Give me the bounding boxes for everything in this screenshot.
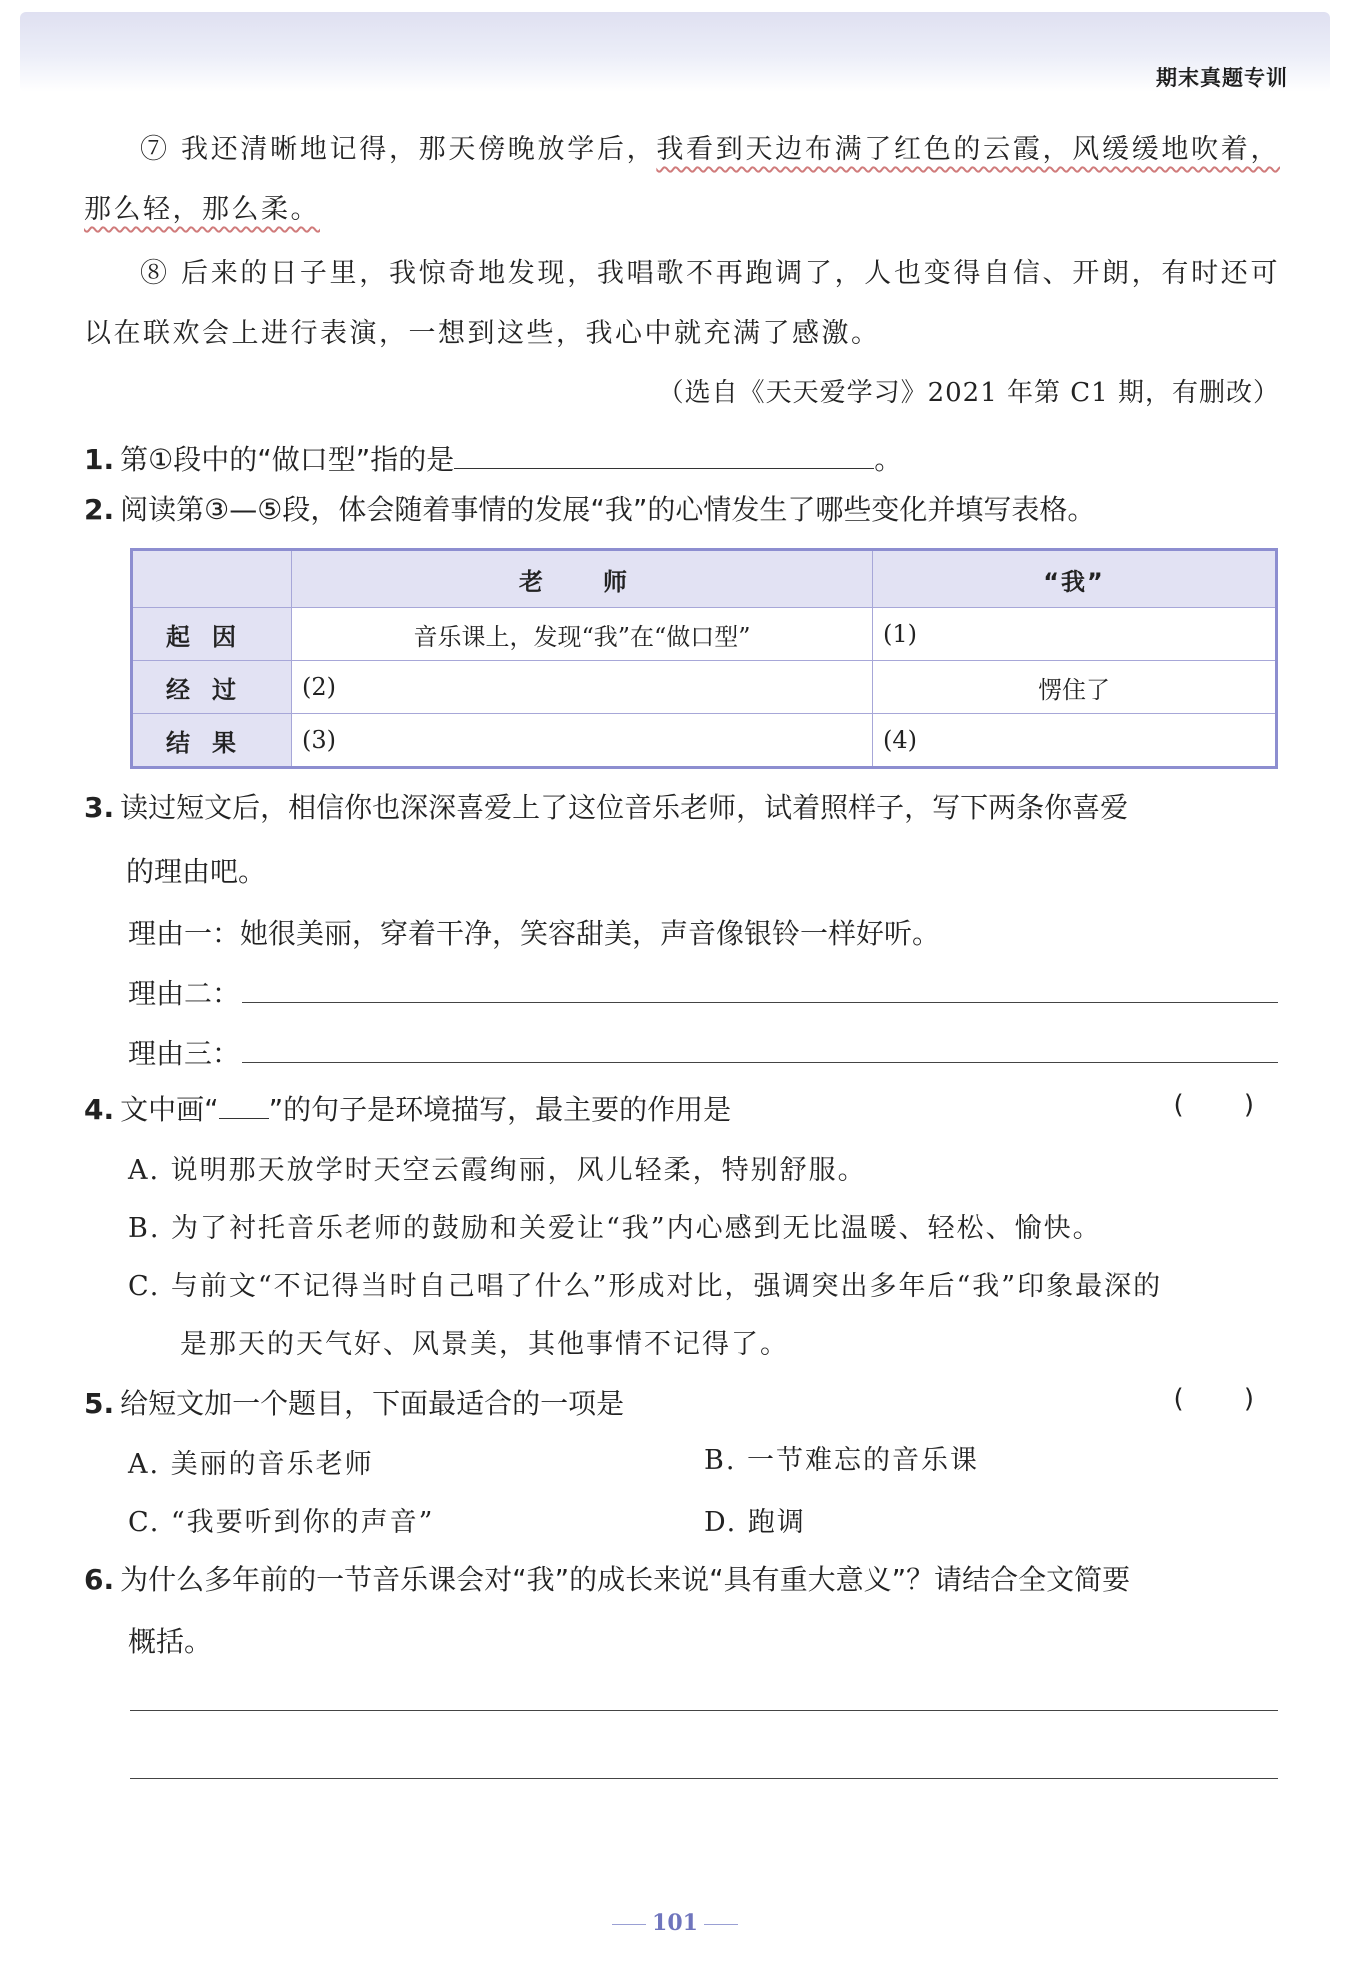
table-header-row	[132, 550, 1277, 608]
underline-mark	[219, 1090, 269, 1119]
reason-2-answer-line[interactable]	[242, 1002, 1278, 1003]
question-6	[84, 1560, 1284, 1600]
paragraph-7-text: ⑦ 我还清晰地记得，那天傍晚放学后，	[140, 134, 657, 165]
question-6-line2: 概括。	[128, 1625, 213, 1658]
option-b[interactable]: B. 为了衬托音乐老师的鼓励和关爱让“我”内心感到无比温暖、轻松、愉快。	[128, 1213, 1102, 1244]
table-row	[132, 661, 1277, 714]
cell-teacher: 音乐课上，发现“我”在“做口型”	[292, 608, 873, 661]
question-3	[84, 788, 1284, 828]
option-b[interactable]: B. 一节难忘的音乐课	[704, 1445, 980, 1476]
table-row	[132, 714, 1277, 768]
question-1-end: 。	[874, 443, 903, 476]
page-number: 101	[652, 1910, 698, 1936]
question-number: 5.	[84, 1387, 115, 1420]
option-c-continued: 是那天的天气好、风景美，其他事情不记得了。	[180, 1329, 789, 1360]
source-citation: （选自《天天爱学习》2021 年第 C1 期，有删改）	[657, 378, 1280, 408]
question-2	[84, 490, 1284, 530]
question-4	[84, 1090, 1284, 1130]
question-5	[84, 1384, 1284, 1424]
question-number: 6.	[84, 1563, 115, 1596]
row-label: 起因	[132, 608, 292, 661]
option-a[interactable]: A. 说明那天放学时天空云霞绚丽，风儿轻柔，特别舒服。	[128, 1155, 867, 1186]
cell-teacher-answer[interactable]: (2)	[292, 661, 873, 714]
reason-3-answer-line[interactable]	[242, 1062, 1278, 1063]
option-c[interactable]: C. “我要听到你的声音”	[128, 1507, 435, 1538]
question-number: 1.	[84, 443, 115, 476]
question-4-text-end: ”的句子是环境描写，最主要的作用是	[268, 1093, 732, 1126]
question-4-text: 文中画“	[120, 1093, 219, 1126]
question-3-line2: 的理由吧。	[126, 855, 267, 888]
question-3-text-line1: 读过短文后，相信你也深深喜爱上了这位音乐老师，试着照样子，写下两条你喜爱	[120, 791, 1129, 824]
question-5-text: 给短文加一个题目，下面最适合的一项是	[120, 1387, 625, 1420]
option-d[interactable]: D. 跑调	[704, 1507, 806, 1538]
question-6-text-line1: 为什么多年前的一节音乐课会对“我”的成长来说“具有重大意义”？请结合全文简要	[120, 1563, 1131, 1596]
reason-3-label: 理由三：	[128, 1037, 241, 1070]
col-header-teacher: 老 师	[292, 550, 873, 608]
cell-teacher-answer[interactable]: (3)	[292, 714, 873, 768]
row-label: 结果	[132, 714, 292, 768]
paragraph-7	[84, 120, 1280, 240]
header-band	[20, 12, 1330, 92]
question-2-text: 阅读第③—⑤段，体会随着事情的发展“我”的心情发生了哪些变化并填写表格。	[120, 493, 1096, 526]
question-number: 3.	[84, 791, 115, 824]
question-1-text: 第①段中的“做口型”指的是	[120, 443, 455, 476]
wavy-underlined-sentence: 我看到天边布满了红色的云霞，风缓缓地吹着，那么轻，那么柔。	[84, 134, 1280, 225]
question-number: 2.	[84, 493, 115, 526]
table-row	[132, 608, 1277, 661]
answer-line-1[interactable]	[130, 1710, 1278, 1711]
question-1	[84, 440, 1284, 480]
cell-me-answer[interactable]: (4)	[873, 714, 1277, 768]
paragraph-8: ⑧ 后来的日子里，我惊奇地发现，我唱歌不再跑调了，人也变得自信、开朗，有时还可以在联欢会上进行表演，一想到这些，我心中就充满了感激。	[84, 258, 1280, 349]
reason-2-label: 理由二：	[128, 977, 241, 1010]
col-header-me: “我”	[873, 550, 1277, 608]
feelings-table	[130, 548, 1278, 769]
question-number: 4.	[84, 1093, 115, 1126]
answer-parentheses[interactable]: ( )	[1173, 1090, 1280, 1120]
answer-blank[interactable]	[454, 440, 874, 469]
option-c[interactable]: C. 与前文“不记得当时自己唱了什么”形成对比，强调突出多年后“我”印象最深的	[128, 1271, 1163, 1302]
answer-parentheses[interactable]: ( )	[1173, 1384, 1280, 1414]
example-reason: 理由一：她很美丽，穿着干净，笑容甜美，声音像银铃一样好听。	[128, 917, 941, 950]
answer-line-2[interactable]	[130, 1778, 1278, 1779]
page-footer	[0, 1910, 1350, 1936]
header-title: 期末真题专训	[1156, 66, 1288, 90]
row-label: 经过	[132, 661, 292, 714]
table-corner-cell	[132, 550, 292, 608]
option-a[interactable]: A. 美丽的音乐老师	[128, 1449, 374, 1480]
cell-me: 愣住了	[873, 661, 1277, 714]
cell-me-answer[interactable]: (1)	[873, 608, 1277, 661]
